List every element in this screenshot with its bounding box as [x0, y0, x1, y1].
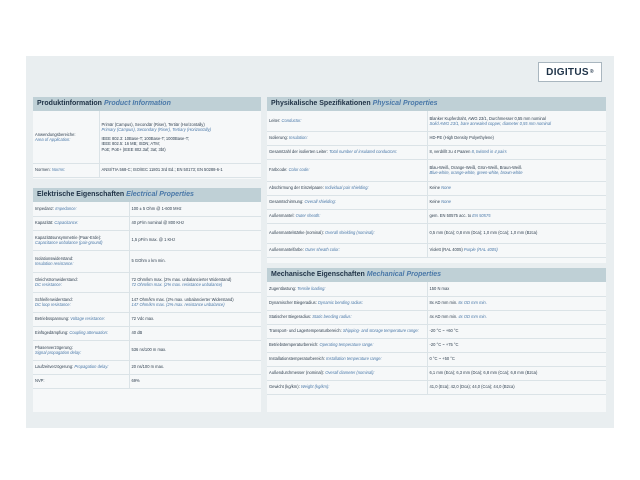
table-row	[267, 111, 606, 131]
row-label: Außenmantelfarbe: Outer sheath color:	[267, 243, 427, 257]
row-label: Betriebsspannung: Voltage resistance:	[33, 312, 129, 326]
row-label: Laufzeitverzögerung: Propagation delay:	[33, 360, 129, 374]
row-value: 40 dB	[129, 326, 261, 340]
row-label: Gleichstromwiderstand: DC resistance:	[33, 272, 129, 292]
row-value: 100 ± 5 Ohm @ 1-600 MHz	[129, 202, 261, 216]
table-row	[33, 312, 261, 326]
product-info-header: Produktinformation Product Information	[33, 97, 261, 111]
table-row	[267, 338, 606, 352]
row-label: Außenmantelstärke (nominal): Overall shielding (nominal):	[267, 223, 427, 243]
row-value: -20 °C ~ +75 °C	[427, 338, 606, 352]
row-value: Keine None	[427, 181, 606, 195]
table-row	[33, 292, 261, 312]
row-value: 6,1 mm (Eca); 6,3 mm (Dca); 6,8 mm (Cca); 6,8 mm (B2ca)	[427, 366, 606, 380]
table-row	[267, 310, 606, 324]
row-label: Außenmantel: Outer sheath:	[267, 209, 427, 223]
table-row	[33, 111, 261, 163]
row-value: gem. EN 50575 acc. to EN 50575	[427, 209, 606, 223]
table-row	[33, 340, 261, 360]
table-row	[267, 223, 606, 243]
row-value: 536 ns/100 m max.	[129, 340, 261, 360]
table-row	[33, 202, 261, 216]
row-label: NVP:	[33, 374, 129, 388]
table-row	[33, 326, 261, 340]
row-label: Farbcode: Color code:	[267, 159, 427, 181]
mechanical-header: Mechanische Eigenschaften Mechanical Properties	[267, 268, 606, 282]
row-value: ANSI/TIA 568-C; ISO/IEC 11801 3rd Ed.; EN 50173; EN 50288-6-1	[99, 163, 261, 177]
table-row	[267, 243, 606, 257]
row-label: Anwendungsbereiche: Area of Application:	[33, 111, 99, 163]
row-value: Primär (Campus), Secondär (Riser), Tertiär (Horizontally) Primary (Campus), Secondary (Riser), Tertiary (Horizontally) IEEE 802.3: 10Base-T; 100Base-T; 1000Base-T; IEEE 802.5: 16 MB; ISDN; ATM; PoE; PoE+ (IEEE 802.3af; 3at; 3bt)	[99, 111, 261, 163]
row-label: Dynamischer Biegeradius: Dynamic bending radius:	[267, 296, 427, 310]
table-row	[267, 352, 606, 366]
row-label: Zugentlastung: Tensile loading:	[267, 282, 427, 296]
table-row	[267, 380, 606, 394]
row-value: 147 Ohm/km max. (2% max. unbalancierter Widerstand) 147 Ohm/km max. (2% max. resistance unbalance)	[129, 292, 261, 312]
table-row	[33, 360, 261, 374]
row-label: Transport- und Lagertemperaturbereich: Shipping- and storage temperature range:	[267, 324, 427, 338]
row-value: Violett (RAL 4005) Purple (RAL 4005)	[427, 243, 606, 257]
table-row	[267, 181, 606, 195]
row-value: 4x AD mm min. 4x OD mm min.	[427, 310, 606, 324]
table-row	[267, 195, 606, 209]
electrical-table	[33, 202, 261, 389]
product-info-table	[33, 111, 261, 178]
row-value: 1,5 pF/m max. @ 1 KHz	[129, 230, 261, 250]
row-value: 0 °C ~ +50 °C	[427, 352, 606, 366]
table-row	[267, 131, 606, 145]
row-label: Installationstemperaturbereich: Installation temperature range:	[267, 352, 427, 366]
row-value: Keine None	[427, 195, 606, 209]
table-row	[267, 282, 606, 296]
table-row	[33, 230, 261, 250]
row-value: 5 GOhm x km min.	[129, 250, 261, 272]
digitus-logo: DIGITUS ®	[538, 62, 602, 82]
row-label: Kapazitätsunsymmetrie (Paar-Erde): Capacitance unbalance (pair-ground)	[33, 230, 129, 250]
row-label: Gesamtschirmung: Overall shielding:	[267, 195, 427, 209]
row-label: Außendurchmesser (nominal): Overall diameter (nominal):	[267, 366, 427, 380]
table-row	[267, 159, 606, 181]
physical-table	[267, 111, 606, 258]
row-label: Statischer Biegeradius: Static bending radius:	[267, 310, 427, 324]
row-label: Einfügedämpfung: Coupling attenuation:	[33, 326, 129, 340]
row-label: Betriebstemperaturbereich: Operating temperature range:	[267, 338, 427, 352]
table-row	[33, 250, 261, 272]
table-row	[267, 324, 606, 338]
row-value: 150 N max	[427, 282, 606, 296]
row-label: Gesamtzahl der isolierten Leiter: Total number of insulated conductors:	[267, 145, 427, 159]
row-label: Leiter: Conductor:	[267, 111, 427, 131]
mechanical-table	[267, 282, 606, 395]
row-value: Blanker Kupferdraht, AWG 23/1, Durchmesser 0,55 mm nominal Solid AWG 23/1, bare annealed copper, diameter 0,55 mm nominal	[427, 111, 606, 131]
table-row	[33, 163, 261, 177]
row-label: Normen: Norms:	[33, 163, 99, 177]
row-value: -20 °C ~ +60 °C	[427, 324, 606, 338]
electrical-header: Elektrische Eigenschaften Electrical Properties	[33, 188, 261, 202]
electrical-panel	[33, 188, 261, 412]
row-value: 40 pF/m nominal @ 800 KHz	[129, 216, 261, 230]
table-row	[33, 374, 261, 388]
row-label: Schleifenwiderstand: DC loop resistance:	[33, 292, 129, 312]
row-label: Kapazität: Capacitance:	[33, 216, 129, 230]
table-row	[33, 216, 261, 230]
table-row	[33, 272, 261, 292]
table-row	[267, 296, 606, 310]
table-row	[267, 209, 606, 223]
row-value: 8, verdrillt zu 4 Paaren 8, twisted in 4 pairs	[427, 145, 606, 159]
row-value: 69%	[129, 374, 261, 388]
row-label: Abschirmung der Einzelpaare: Individual pair shielding:	[267, 181, 427, 195]
row-value: 20 ns/100 m max.	[129, 360, 261, 374]
table-row	[267, 366, 606, 380]
row-value: 0,5 mm (Eca); 0,8 mm (Dca); 1,0 mm (Cca); 1,0 mm (B2ca)	[427, 223, 606, 243]
row-label: Isolationswiderstand: Insulation resistance:	[33, 250, 129, 272]
row-value: HD-PE (High Density Polyethylene)	[427, 131, 606, 145]
row-value: 8x AD mm min. 8x OD mm min.	[427, 296, 606, 310]
row-value: 72 Ohm/km max. (2% max. unbalancierter Widerstand) 72 Ohm/km max. (2% max. resistance unbalance)	[129, 272, 261, 292]
product-info-panel	[33, 97, 261, 179]
row-value: 72 Vdc max.	[129, 312, 261, 326]
physical-header: Physikalische Spezifikationen Physical Properties	[267, 97, 606, 111]
row-label: Impedanz: Impedance:	[33, 202, 129, 216]
row-label: Phasenverzögerung: Signal propagation delay:	[33, 340, 129, 360]
physical-panel	[267, 97, 606, 263]
row-value: 41,0 (Eca); 42,0 (Dca); 44,0 (Cca); 44,0 (B2ca)	[427, 380, 606, 394]
row-label: Isolierung: Insulation:	[267, 131, 427, 145]
mechanical-panel	[267, 268, 606, 412]
row-value: Blau-Weiß, Orange-Weiß, Grün-Weiß, Braun-Weiß Blue-white, orange-white, green-white, brown-white	[427, 159, 606, 181]
table-row	[267, 145, 606, 159]
row-label: Gewicht (kg/km): Weight (kg/km):	[267, 380, 427, 394]
